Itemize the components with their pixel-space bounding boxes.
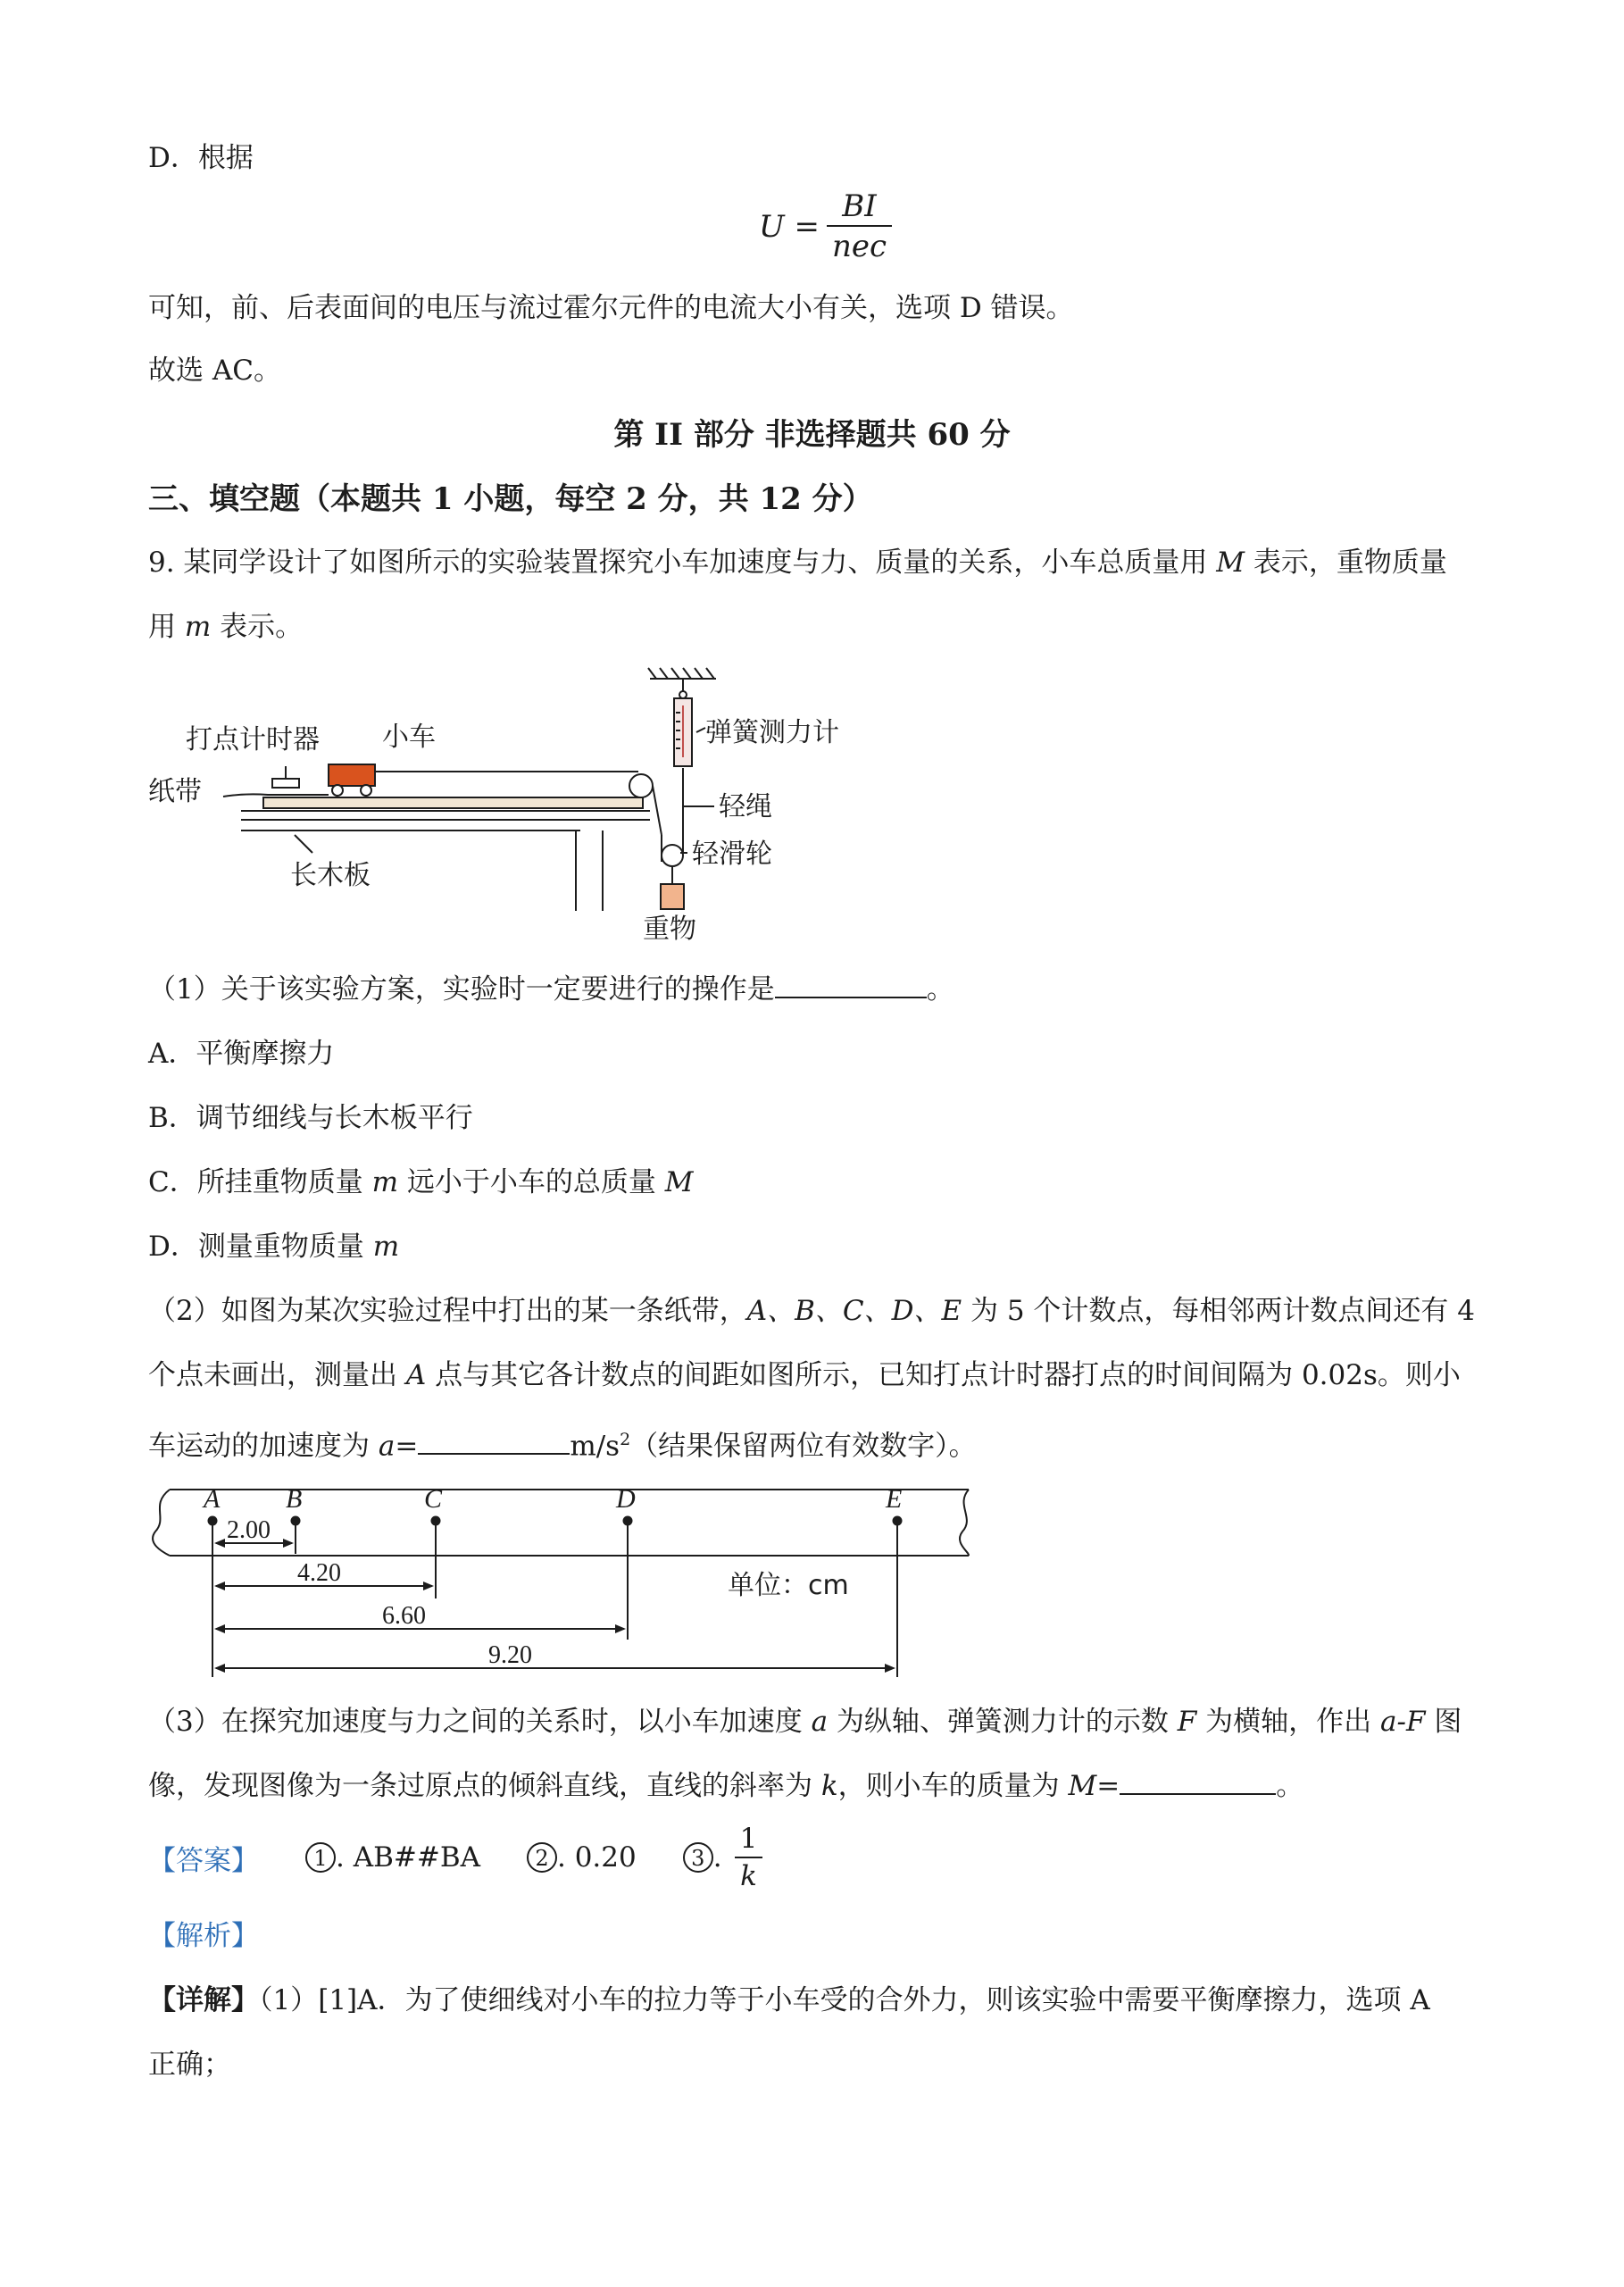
distance-ab: 2.00 (227, 1516, 271, 1544)
formula-lhs: U = (759, 209, 820, 245)
option-b: B．调节细线与长木板平行 (148, 1102, 473, 1134)
conclusion-line: 可知，前、后表面间的电压与流过霍尔元件的电流大小有关，选项 D 错误。 (148, 292, 1074, 324)
label-weight: 重物 (643, 914, 696, 945)
formula-numerator: BI (842, 188, 877, 224)
label-pulley: 轻滑轮 (692, 839, 772, 870)
part3-line2: 像，发现图像为一条过原点的倾斜直线，直线的斜率为 k，则小车的质量为 M= 。 (148, 1770, 1304, 1802)
label-tape: 纸带 (148, 776, 202, 807)
question-intro-line2: 用 m 表示。 (148, 611, 304, 643)
tape-point-e: E (886, 1484, 903, 1514)
label-board: 长木板 (290, 860, 371, 891)
tape-point-c: C (424, 1484, 443, 1514)
answer-line: 【答案】 1 . AB##BA 2 . 0.20 3 . $\frac{1}{k}$ (148, 1816, 762, 1899)
answer-number-1: 1 (305, 1842, 336, 1873)
analysis-label: 【解析】 (148, 1920, 259, 1952)
distance-ad: 6.60 (382, 1602, 426, 1630)
part3-line1: （3）在探究加速度与力之间的关系时，以小车加速度 a 为纵轴、弹簧测力计的示数 F 为横轴，作出 a-F 图 (148, 1706, 1462, 1738)
answer-3-fraction: $\frac{1}{k}$ (735, 1821, 763, 1894)
detail-line1: 【详解】（1）[1]A．为了使细线对小车的拉力等于小车受的合外力，则该实验中需要平衡摩擦力，选项 A (148, 1984, 1430, 2016)
distance-ac: 4.20 (297, 1559, 341, 1587)
answer-2: . 0.20 (557, 1841, 637, 1874)
part2-line2: 个点未画出，测量出 A 点与其它各计数点的间距如图所示，已知打点计时器打点的时间间隔为 0.02s。则小 (148, 1359, 1461, 1391)
label-timer: 打点计时器 (186, 724, 320, 755)
formula-denominator: nec (831, 229, 887, 264)
option-d: D．测量重物质量 m (148, 1231, 400, 1263)
option-d-label: D．根据 (148, 142, 254, 174)
label-rope: 轻绳 (719, 791, 772, 822)
tape-point-b: B (286, 1484, 303, 1514)
answer-1: . AB##BA (336, 1841, 480, 1874)
part-title: 第 II 部分 非选择题共 60 分 (613, 417, 1011, 453)
tape-unit-label: 单位：cm (728, 1570, 849, 1601)
tape-point-a: A (204, 1484, 221, 1514)
part2-line3: 车运动的加速度为 $a= m/s^2$（结果保留两位有效数字）。 (148, 1430, 977, 1463)
part1-prompt: （1）关于该实验方案，实验时一定要进行的操作是 。 (148, 973, 954, 1006)
answer-number-2: 2 (527, 1842, 557, 1873)
answer-number-3: 3 (683, 1842, 713, 1873)
option-a: A．平衡摩擦力 (148, 1038, 335, 1070)
section-title: 三、填空题（本题共 1 小题，每空 2 分，共 12 分） (148, 481, 873, 517)
label-cart: 小车 (382, 722, 436, 753)
question-intro-line1: 9. 某同学设计了如图所示的实验装置探究小车加速度与力、质量的关系，小车总质量用 M 表示，重物质量 (148, 547, 1447, 579)
tape-point-d: D (616, 1484, 636, 1514)
part2-line1: （2）如图为某次实验过程中打出的某一条纸带，A、B、C、D、E 为 5 个计数点，每相邻两计数点间还有 4 (148, 1295, 1475, 1327)
answer-label: 【答案】 (148, 1844, 259, 1877)
detail-line2: 正确； (148, 2049, 231, 2081)
option-c: C．所挂重物质量 m 远小于小车的总质量 M (148, 1166, 694, 1198)
distance-ae: 9.20 (488, 1641, 532, 1669)
answer-blank-3[interactable] (1120, 1768, 1276, 1795)
choice-line: 故选 AC。 (148, 355, 281, 387)
label-spring-scale: 弹簧测力计 (705, 717, 839, 748)
